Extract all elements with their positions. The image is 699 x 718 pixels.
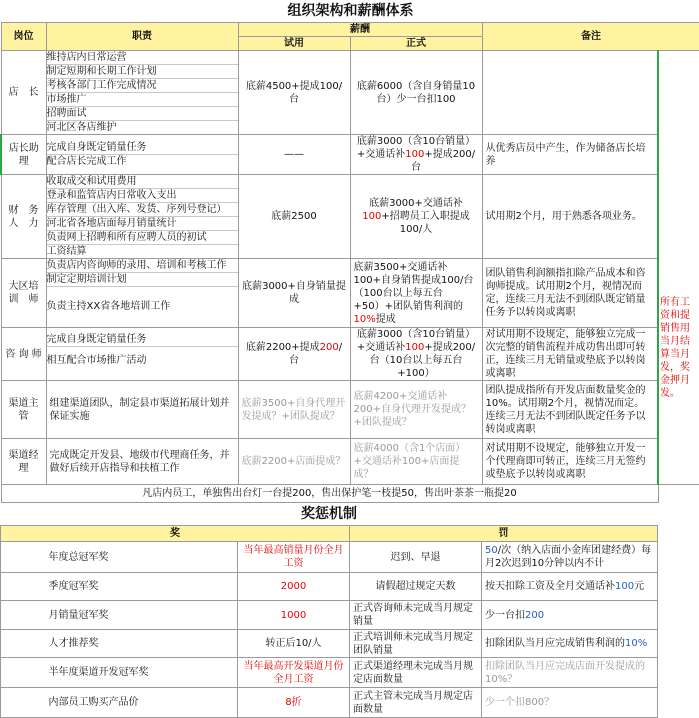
reward-value: 2000 <box>238 573 350 601</box>
duty-cell: 组建渠道团队，制定县市渠道拓展计划并保证实施 <box>46 381 238 439</box>
trial-salary: 底薪2200+店面提成？ <box>238 439 350 485</box>
duty-item: 负责店内咨询师的录用、培训和考核工作 <box>47 259 238 273</box>
penalty-name: 迟到、早退 <box>350 542 482 573</box>
reward-title: 奖惩机制 <box>301 505 358 522</box>
penalty-value: 少一个扣800？ <box>482 688 658 718</box>
post-cell: 店 长 <box>1 51 46 135</box>
penalty-value: 少一台扣200 <box>482 601 658 630</box>
duty-list <box>46 259 238 328</box>
duty-item: 完成自身既定销量任务 <box>47 333 238 347</box>
formal-salary: 底薪3000+交通话补100+招聘员工入职提成100/人 <box>350 175 482 259</box>
header-formal: 正式 <box>350 37 482 51</box>
trial-salary: 底薪2200+提成200/台 <box>238 328 350 381</box>
header-trial: 试用 <box>238 37 350 51</box>
duty-item: 配合店长完成工作 <box>46 156 127 167</box>
penalty-name: 正式主管未完成当月规定店面数量 <box>350 688 482 718</box>
duty-list <box>46 135 238 175</box>
formal-salary: 底薪4000（含1个店面）+交通话补100+店面提成？ <box>350 439 482 485</box>
table-row <box>1 328 699 381</box>
reward-name: 内部员工购买产品价 <box>46 688 238 718</box>
duty-item: 维持店内日常运营 <box>47 51 238 65</box>
reward-value: 8折 <box>238 688 350 718</box>
penalty-name: 请假超过规定天数 <box>350 573 482 601</box>
reward-value: 当年最高销量月份全月工资 <box>238 542 350 573</box>
header-salary: 薪酬 <box>238 23 482 37</box>
remark-cell: 团队销售利润额指扣除产品成本和咨询师提成。试用期2个月，视情况而定，连续三月无法不到团队既定销量任务予以转岗或离职 <box>482 259 658 328</box>
duty-item: 河北区各店维护 <box>46 122 117 133</box>
reward-table <box>0 503 658 718</box>
remark-cell: 从优秀店员中产生，作为储备店长培养 <box>482 135 658 175</box>
table-row <box>1 630 658 658</box>
remark-cell: 试用期2个月，用于熟悉各项业务。 <box>482 175 658 259</box>
side-note-text: 所有工资和提销售用当月结算当月发，奖金押月发。 <box>660 296 690 399</box>
penalty-value: 扣除团队当月应完成销售利润的10% <box>482 630 658 658</box>
formal-salary: 底薪3500+交通话补100+自身销售提成100/台（100台以上每五台+50）+团队销售利润的10%提成 <box>350 259 482 328</box>
duty-item: 招聘面试 <box>47 107 238 121</box>
post-cell: 大区培 训 师 <box>1 259 46 328</box>
duty-item: 河北省各地店面每月销量统计 <box>47 217 238 231</box>
duty-item: 负责网上招聘和所有应聘人员的初试 <box>47 231 238 245</box>
duty-item: 制定定期培训计划 <box>47 273 238 287</box>
table-row <box>1 542 658 573</box>
remark-cell <box>482 51 658 135</box>
duty-item: 工资结算 <box>46 246 87 257</box>
reward-name: 年度总冠军奖 <box>46 542 238 573</box>
table-row <box>1 175 699 259</box>
duty-item: 市场推广 <box>47 93 238 107</box>
trial-salary: —— <box>238 135 350 175</box>
post-cell: 财 务 人 力 <box>1 175 46 259</box>
reward-name: 半年度渠道开发冠军奖 <box>46 658 238 688</box>
post-cell: 渠道主管 <box>1 381 46 439</box>
reward-value: 当年最高开发渠道月份全月工资 <box>238 658 350 688</box>
table-row <box>1 135 699 175</box>
header-post: 岗位 <box>1 23 46 51</box>
org-title: 组织架构和薪酬体系 <box>287 2 414 19</box>
duty-item: 负责主持XX省各地培训工作 <box>46 301 171 312</box>
table-row <box>1 439 699 485</box>
formal-salary: 底薪6000（含自身销量10台）少一台扣100 <box>350 51 482 135</box>
table-row <box>1 259 699 328</box>
duty-item: 制定短期和长期工作计划 <box>47 65 238 79</box>
header-duty: 职责 <box>46 23 238 51</box>
table-row <box>1 573 658 601</box>
header-penalty: 罚 <box>350 526 658 542</box>
remark-cell: 对试用期不设规定，能够独立完成一次完整的销售流程并成功售出即可转正，连续三月无销量或垫底予以转岗或离职 <box>482 328 658 381</box>
penalty-name: 正式咨询师未完成当月规定销量 <box>350 601 482 630</box>
duty-cell: 完成既定开发县、地级市代理商任务，并做好后续开店指导和扶植工作 <box>46 439 238 485</box>
footer-note: 凡店内员工，单独售出台灯一台提200，售出保护笔一枝提50，售出叶茶茶一瓶提20 <box>1 485 658 503</box>
side-note <box>658 51 699 485</box>
duty-item: 完成自身既定销量任务 <box>47 141 238 155</box>
penalty-name: 正式培训师未完成当月规定团队销量 <box>350 630 482 658</box>
header-reward: 奖 <box>1 526 350 542</box>
reward-value: 1000 <box>238 601 350 630</box>
post-cell: 渠道经理 <box>1 439 46 485</box>
remark-cell: 团队提成指所有开发店面数量奖金的10%。试用期2个月，视情况而定。连续三月无法不到团队既定任务予以转岗或离职 <box>482 381 658 439</box>
formal-salary: 底薪4200+交通话补200+自身代理开发提成？+团队提成？ <box>350 381 482 439</box>
penalty-value: 按天扣除工资及全月交通话补100元 <box>482 573 658 601</box>
trial-salary: 底薪2500 <box>238 175 350 259</box>
penalty-name: 正式渠道经理未完成当月规定店面数量 <box>350 658 482 688</box>
table-row <box>1 688 658 718</box>
trial-salary: 底薪3500+自身代理开发提成？+团队提成？ <box>238 381 350 439</box>
trial-salary: 底薪3000+自身销量提成 <box>238 259 350 328</box>
formal-salary: 底薪3000（含10台销量）+交通话补100+提成200/台 <box>350 135 482 175</box>
reward-name: 人才推荐奖 <box>46 630 238 658</box>
post-cell: 咨 询 师 <box>1 328 46 381</box>
duty-list <box>46 51 238 135</box>
reward-value: 转正后10/人 <box>238 630 350 658</box>
reward-name: 季度冠军奖 <box>46 573 238 601</box>
duty-item: 考核各部门工作完成情况 <box>47 79 238 93</box>
duty-item: 库存管理（出入库、发货、序列号登记） <box>47 203 238 217</box>
duty-item: 登录和监管店内日常收入支出 <box>47 189 238 203</box>
penalty-value: 扣除团队当月应完成店面开发提成的10%？ <box>482 658 658 688</box>
duty-list <box>46 175 238 259</box>
remark-cell: 对试用期不设规定，能够独立开发一个代理商即可转正，连续三月无签约或垫底予以转岗或离职 <box>482 439 658 485</box>
duty-item: 收取成交和试用费用 <box>47 175 238 189</box>
table-row <box>1 51 699 135</box>
trial-salary: 底薪4500+提成100/台 <box>238 51 350 135</box>
reward-name: 月销量冠军奖 <box>46 601 238 630</box>
post-cell: 店长助理 <box>1 135 46 175</box>
duty-list <box>46 328 238 381</box>
penalty-value: 50/次（纳入店面小金库团建经费）每月2次迟到10分钟以内不计 <box>482 542 658 573</box>
duty-item: 相互配合市场推广活动 <box>46 355 147 366</box>
table-row <box>1 601 658 630</box>
table-row <box>1 381 699 439</box>
formal-salary: 底薪3000（含10台销量）+交通话补100+提成200/台（10台以上每五台+100） <box>350 328 482 381</box>
header-remark: 备注 <box>482 23 699 51</box>
table-row <box>1 658 658 688</box>
